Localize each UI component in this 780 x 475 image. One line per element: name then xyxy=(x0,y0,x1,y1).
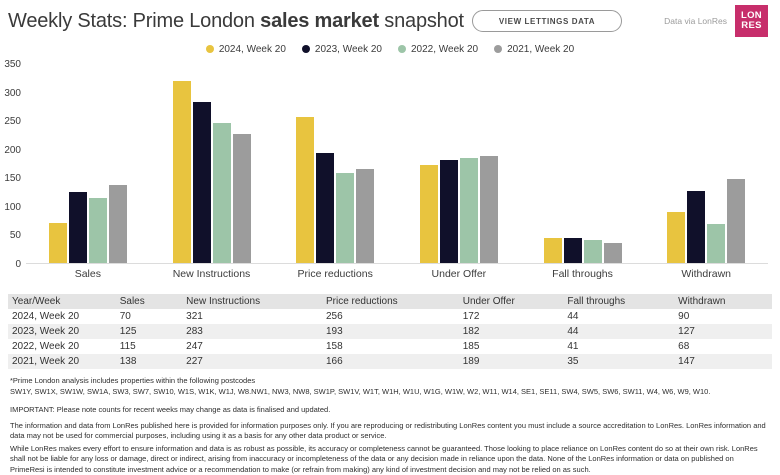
bar-group xyxy=(397,64,521,263)
data-source-label: Data via LonRes xyxy=(664,16,727,26)
chart-legend xyxy=(0,42,780,56)
table-cell: 158 xyxy=(322,339,459,354)
bar[interactable] xyxy=(89,198,107,263)
table-cell: 127 xyxy=(674,324,772,339)
x-axis-category-label: New Instructions xyxy=(150,268,274,280)
table-row xyxy=(8,324,772,339)
bar-group xyxy=(273,64,397,263)
legend-item-2021[interactable] xyxy=(494,44,574,55)
legend-swatch-icon xyxy=(302,45,310,53)
table-cell: 138 xyxy=(116,354,182,369)
x-axis-category-label: Fall throughs xyxy=(521,268,645,280)
table-cell: 193 xyxy=(322,324,459,339)
bar[interactable] xyxy=(213,123,231,263)
table-cell: 256 xyxy=(322,309,459,324)
legend-label: 2024, Week 20 xyxy=(219,44,286,55)
table-header-cell: Under Offer xyxy=(459,294,564,309)
table-cell: 247 xyxy=(182,339,322,354)
bar[interactable] xyxy=(707,224,725,263)
y-axis-tick-label: 150 xyxy=(4,173,21,184)
table-header-cell: Withdrawn xyxy=(674,294,772,309)
title-prefix: Weekly Stats: Prime London xyxy=(8,10,260,32)
bar[interactable] xyxy=(584,240,602,263)
header xyxy=(0,0,780,42)
table-row xyxy=(8,309,772,324)
bar-group xyxy=(644,64,768,263)
legend-swatch-icon xyxy=(398,45,406,53)
legend-item-2023[interactable] xyxy=(302,44,382,55)
table-header xyxy=(8,294,772,309)
bar-group xyxy=(26,64,150,263)
chart-plot xyxy=(26,64,768,264)
postcode-note: *Prime London analysis includes properties within the following postcodes xyxy=(10,376,770,387)
y-axis-tick-label: 200 xyxy=(4,145,21,156)
y-axis-tick-label: 0 xyxy=(15,259,21,270)
bar[interactable] xyxy=(336,173,354,263)
table-cell: 90 xyxy=(674,309,772,324)
table-cell: 2022, Week 20 xyxy=(8,339,116,354)
table-cell: 44 xyxy=(563,309,674,324)
disclaimer-text-2: While LonRes makes every effort to ensure information and data is as robust as possible, its accuracy or completeness cannot be guaranteed. Those looking to place reliance on LonRes content do so at their own risk. LonRes shall not be liable for any loss or damage, direct or indirect, arising from inaccuracy or incompleteness of the data or any decision made in reliance upon the data. None of the LonRes information or data on published on PrimeResi is intended to constitute investment advice or a recommendation to make (or refrain from making) any kind of investment decision and may not be relied on as such. xyxy=(10,444,770,475)
postcode-list: SW1Y, SW1X, SW1W, SW1A, SW3, SW7, SW10, W1S, W1K, W1J, W8.NW1, NW3, NW8, SW1P, SW1V, W1T, W1H, W1U, W1G, W1W, W2, W11, W14, SE1, SE11, SW4, SW5, SW6, SW11, W4, W6, W9, W10. xyxy=(10,387,770,398)
y-axis-tick-label: 300 xyxy=(4,88,21,99)
bar[interactable] xyxy=(193,102,211,263)
y-axis-tick-label: 100 xyxy=(4,202,21,213)
disclaimer-text-1: The information and data from LonRes published here is provided for information purposes only. If you are reproducing or redistributing LonRes content you must include a source accreditation to LonRes. LonRes information and data may not be used for commercial purposes, including using it as a basis for any other data product or service. xyxy=(10,421,770,442)
table-cell: 185 xyxy=(459,339,564,354)
bar[interactable] xyxy=(564,238,582,263)
table-header-cell: New Instructions xyxy=(182,294,322,309)
page-title xyxy=(8,10,464,33)
stats-table xyxy=(8,294,772,369)
bar[interactable] xyxy=(109,185,127,263)
table-cell: 125 xyxy=(116,324,182,339)
title-bold: sales market xyxy=(260,10,379,32)
x-axis-category-label: Sales xyxy=(26,268,150,280)
table-cell: 70 xyxy=(116,309,182,324)
bar[interactable] xyxy=(727,179,745,263)
bar[interactable] xyxy=(356,169,374,263)
bar[interactable] xyxy=(69,192,87,263)
bar-group xyxy=(150,64,274,263)
table-cell: 147 xyxy=(674,354,772,369)
table-cell: 2021, Week 20 xyxy=(8,354,116,369)
table-cell: 2024, Week 20 xyxy=(8,309,116,324)
table-cell: 182 xyxy=(459,324,564,339)
chart-y-axis xyxy=(0,64,24,264)
table-cell: 283 xyxy=(182,324,322,339)
legend-item-2022[interactable] xyxy=(398,44,478,55)
title-suffix: snapshot xyxy=(379,10,464,32)
bar[interactable] xyxy=(440,160,458,263)
table-cell: 44 xyxy=(563,324,674,339)
table-cell: 172 xyxy=(459,309,564,324)
table-header-row xyxy=(8,294,772,309)
table-cell: 227 xyxy=(182,354,322,369)
bar[interactable] xyxy=(420,165,438,263)
table-body xyxy=(8,309,772,369)
table-cell: 35 xyxy=(563,354,674,369)
table-header-cell: Year/Week xyxy=(8,294,116,309)
logo-text-line1: LON xyxy=(741,11,762,21)
x-axis-category-label: Withdrawn xyxy=(644,268,768,280)
x-axis-category-label: Price reductions xyxy=(273,268,397,280)
legend-item-2024[interactable] xyxy=(206,44,286,55)
bar-chart xyxy=(26,64,768,264)
view-lettings-data-button[interactable]: VIEW LETTINGS DATA xyxy=(472,10,622,32)
table-row xyxy=(8,339,772,354)
bar[interactable] xyxy=(667,212,685,263)
x-axis-category-label: Under Offer xyxy=(397,268,521,280)
bar[interactable] xyxy=(173,81,191,264)
table-cell: 41 xyxy=(563,339,674,354)
bar-group xyxy=(521,64,645,263)
bar[interactable] xyxy=(687,191,705,263)
footnotes xyxy=(10,376,770,475)
legend-label: 2022, Week 20 xyxy=(411,44,478,55)
bar[interactable] xyxy=(480,156,498,263)
bar[interactable] xyxy=(316,153,334,263)
legend-label: 2023, Week 20 xyxy=(315,44,382,55)
logo-text-line2: RES xyxy=(741,21,761,31)
table-cell: 2023, Week 20 xyxy=(8,324,116,339)
y-axis-tick-label: 350 xyxy=(4,59,21,70)
table-cell: 115 xyxy=(116,339,182,354)
table-row xyxy=(8,354,772,369)
table-cell: 321 xyxy=(182,309,322,324)
bar[interactable] xyxy=(233,134,251,263)
legend-swatch-icon xyxy=(206,45,214,53)
table-header-cell: Fall throughs xyxy=(563,294,674,309)
table-cell: 189 xyxy=(459,354,564,369)
table-header-cell: Price reductions xyxy=(322,294,459,309)
y-axis-tick-label: 250 xyxy=(4,116,21,127)
legend-swatch-icon xyxy=(494,45,502,53)
legend-label: 2021, Week 20 xyxy=(507,44,574,55)
bar[interactable] xyxy=(604,243,622,263)
bar[interactable] xyxy=(460,158,478,263)
bar[interactable] xyxy=(296,117,314,263)
important-note: IMPORTANT: Please note counts for recent weeks may change as data is finalised and updated. xyxy=(10,405,770,416)
bar[interactable] xyxy=(544,238,562,263)
table-header-cell: Sales xyxy=(116,294,182,309)
bar[interactable] xyxy=(49,223,67,263)
y-axis-tick-label: 50 xyxy=(10,230,21,241)
lonres-logo[interactable] xyxy=(735,5,768,37)
table-cell: 68 xyxy=(674,339,772,354)
table-cell: 166 xyxy=(322,354,459,369)
